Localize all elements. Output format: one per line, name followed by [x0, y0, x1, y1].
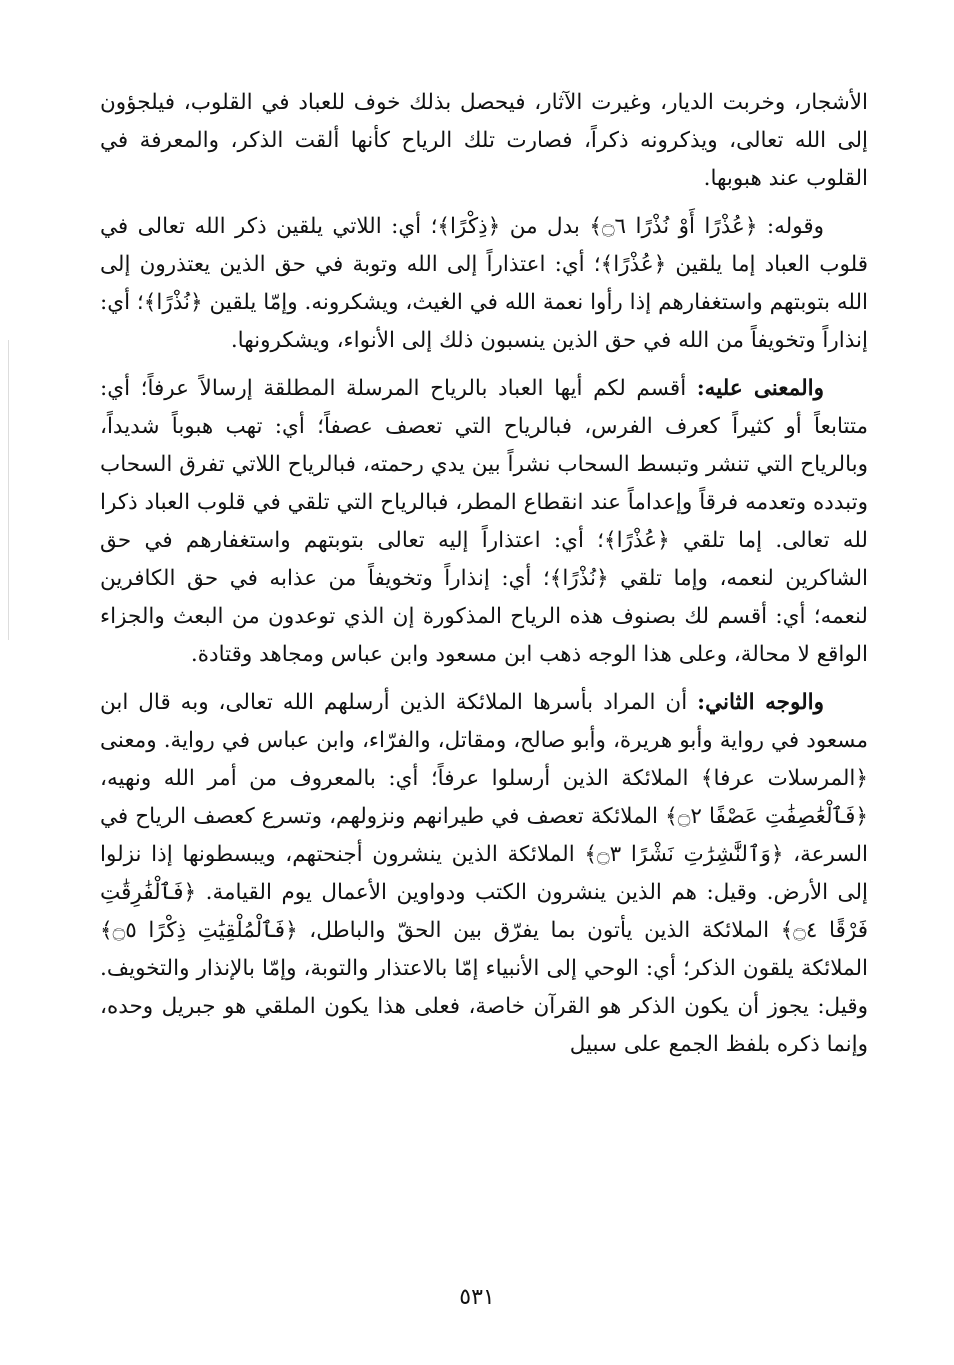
paragraph-4-lead: والوجه الثاني:	[697, 690, 824, 715]
paragraph-4	[100, 684, 868, 1064]
paragraph-2	[100, 208, 868, 360]
paragraph-3-text: أقسم لكم أيها العباد بالرياح المرسلة المطلقة إرسالاً عرفاً؛ أي: متتابعاً أو كثيراً كعرف الفرس، فبالرياح التي تعصف عصفاً؛ أي: تهب هبوباً شديداً، وبالرياح التي تنشر وتبسط السحاب نشراً بين يدي رحمته، فبالرياح اللاتي تفرق السحاب وتبدده وتعدمه فرقاً وإعداماً عند انقطاع المطر، فبالرياح التي تلقي في قلوب العباد ذكرا لله تعالى. إما تلقي ﴿عُذْرًا﴾؛ أي: اعتذاراً إليه تعالى بتوبتهم واستغفارهم في حق الشاكرين لنعمه، وإما تلقي ﴿نُذْرًا﴾؛ أي: إنذاراً وتخويفاً من عذابه في حق الكافرين لنعمه؛ أي: أقسم لك بصنوف هذه الرياح المذكورة إن الذي توعدون من البعث والجزاء الواقع لا محالة، وعلى هذا الوجه ذهب ابن مسعود وابن عباس ومجاهد وقتادة.	[100, 376, 869, 667]
page-number: ٥٣١	[459, 1285, 495, 1310]
body-text	[100, 84, 868, 1064]
paragraph-1-text: الأشجار، وخربت الديار، وغيرت الآثار، فيحصل بذلك خوف للعباد في القلوب، فيلجؤون إلى الله تعالى، ويذكرونه ذكراً، فصارت تلك الرياح كأنها ألقت الذكر، والمعرفة في القلوب عند هبوبها.	[100, 90, 868, 191]
paragraph-3-lead: والمعنى عليه:	[696, 376, 824, 401]
scan-edge-line	[8, 340, 13, 640]
paragraph-4-text: أن المراد بأسرها الملائكة الذين أرسلهم الله تعالى، وبه قال ابن مسعود في رواية وأبو هريرة، وأبو صالح، ومقاتل، والفرّاء، وابن عباس في رواية. ومعنى ﴿المرسلات عرفا﴾ الملائكة الذين أرسلوا عرفاً؛ أي: بالمعروف من أمر الله ونهيه، ﴿فَٱلْعَٰصِفَٰتِ عَصْفًا ۝٢﴾ الملائكة تعصف في طيرانهم ونزولهم، وتسرع كعصف الرياح في السرعة، ﴿وَٱلنَّٰشِرَٰتِ نَشْرًا ۝٣﴾ الملائكة الذين ينشرون أجنحتهم، ويبسطونها إذا نزلوا إلى الأرض. وقيل: هم الذين ينشرون الكتب ودواوين الأعمال يوم القيامة. ﴿فَٱلْفَٰرِقَٰتِ فَرْقًا ۝٤﴾ الملائكة الذين يأتون بما يفرّق بين الحقّ والباطل، ﴿فَٱلْمُلْقِيَٰتِ ذِكْرًا ۝٥﴾ الملائكة يلقون الذكر؛ أي: الوحي إلى الأنبياء إمّا بالاعتذار والتوبة، وإمّا بالإنذار والتخويف. وقيل: يجوز أن يكون الذكر هو القرآن خاصة، فعلى هذا يكون الملقي هو جبريل وحده، وإنما ذكره بلفظ الجمع على سبيل	[100, 690, 869, 1057]
paragraph-2-text: وقوله: ﴿عُذْرًا أَوْ نُذْرًا ۝٦﴾ بدل من ﴿ذِكْرًا﴾؛ أي: اللاتي يلقين ذكر الله تعالى في قلوب العباد إما يلقين ﴿عُذْرًا﴾؛ أي: اعتذاراً إلى الله وتوبة في حق الذين يعتذرون إلى الله بتوبتهم واستغفارهم إذا رأوا نعمة الله في الغيث، ويشكرونه. وإمّا يلقين ﴿نُذْرًا﴾؛ أي: إنذاراً وتخويفاً من الله في حق الذين ينسبون ذلك إلى الأنواء، ويشكرونها.	[100, 214, 869, 353]
paragraph-3	[100, 370, 868, 674]
paragraph-1	[100, 84, 868, 198]
